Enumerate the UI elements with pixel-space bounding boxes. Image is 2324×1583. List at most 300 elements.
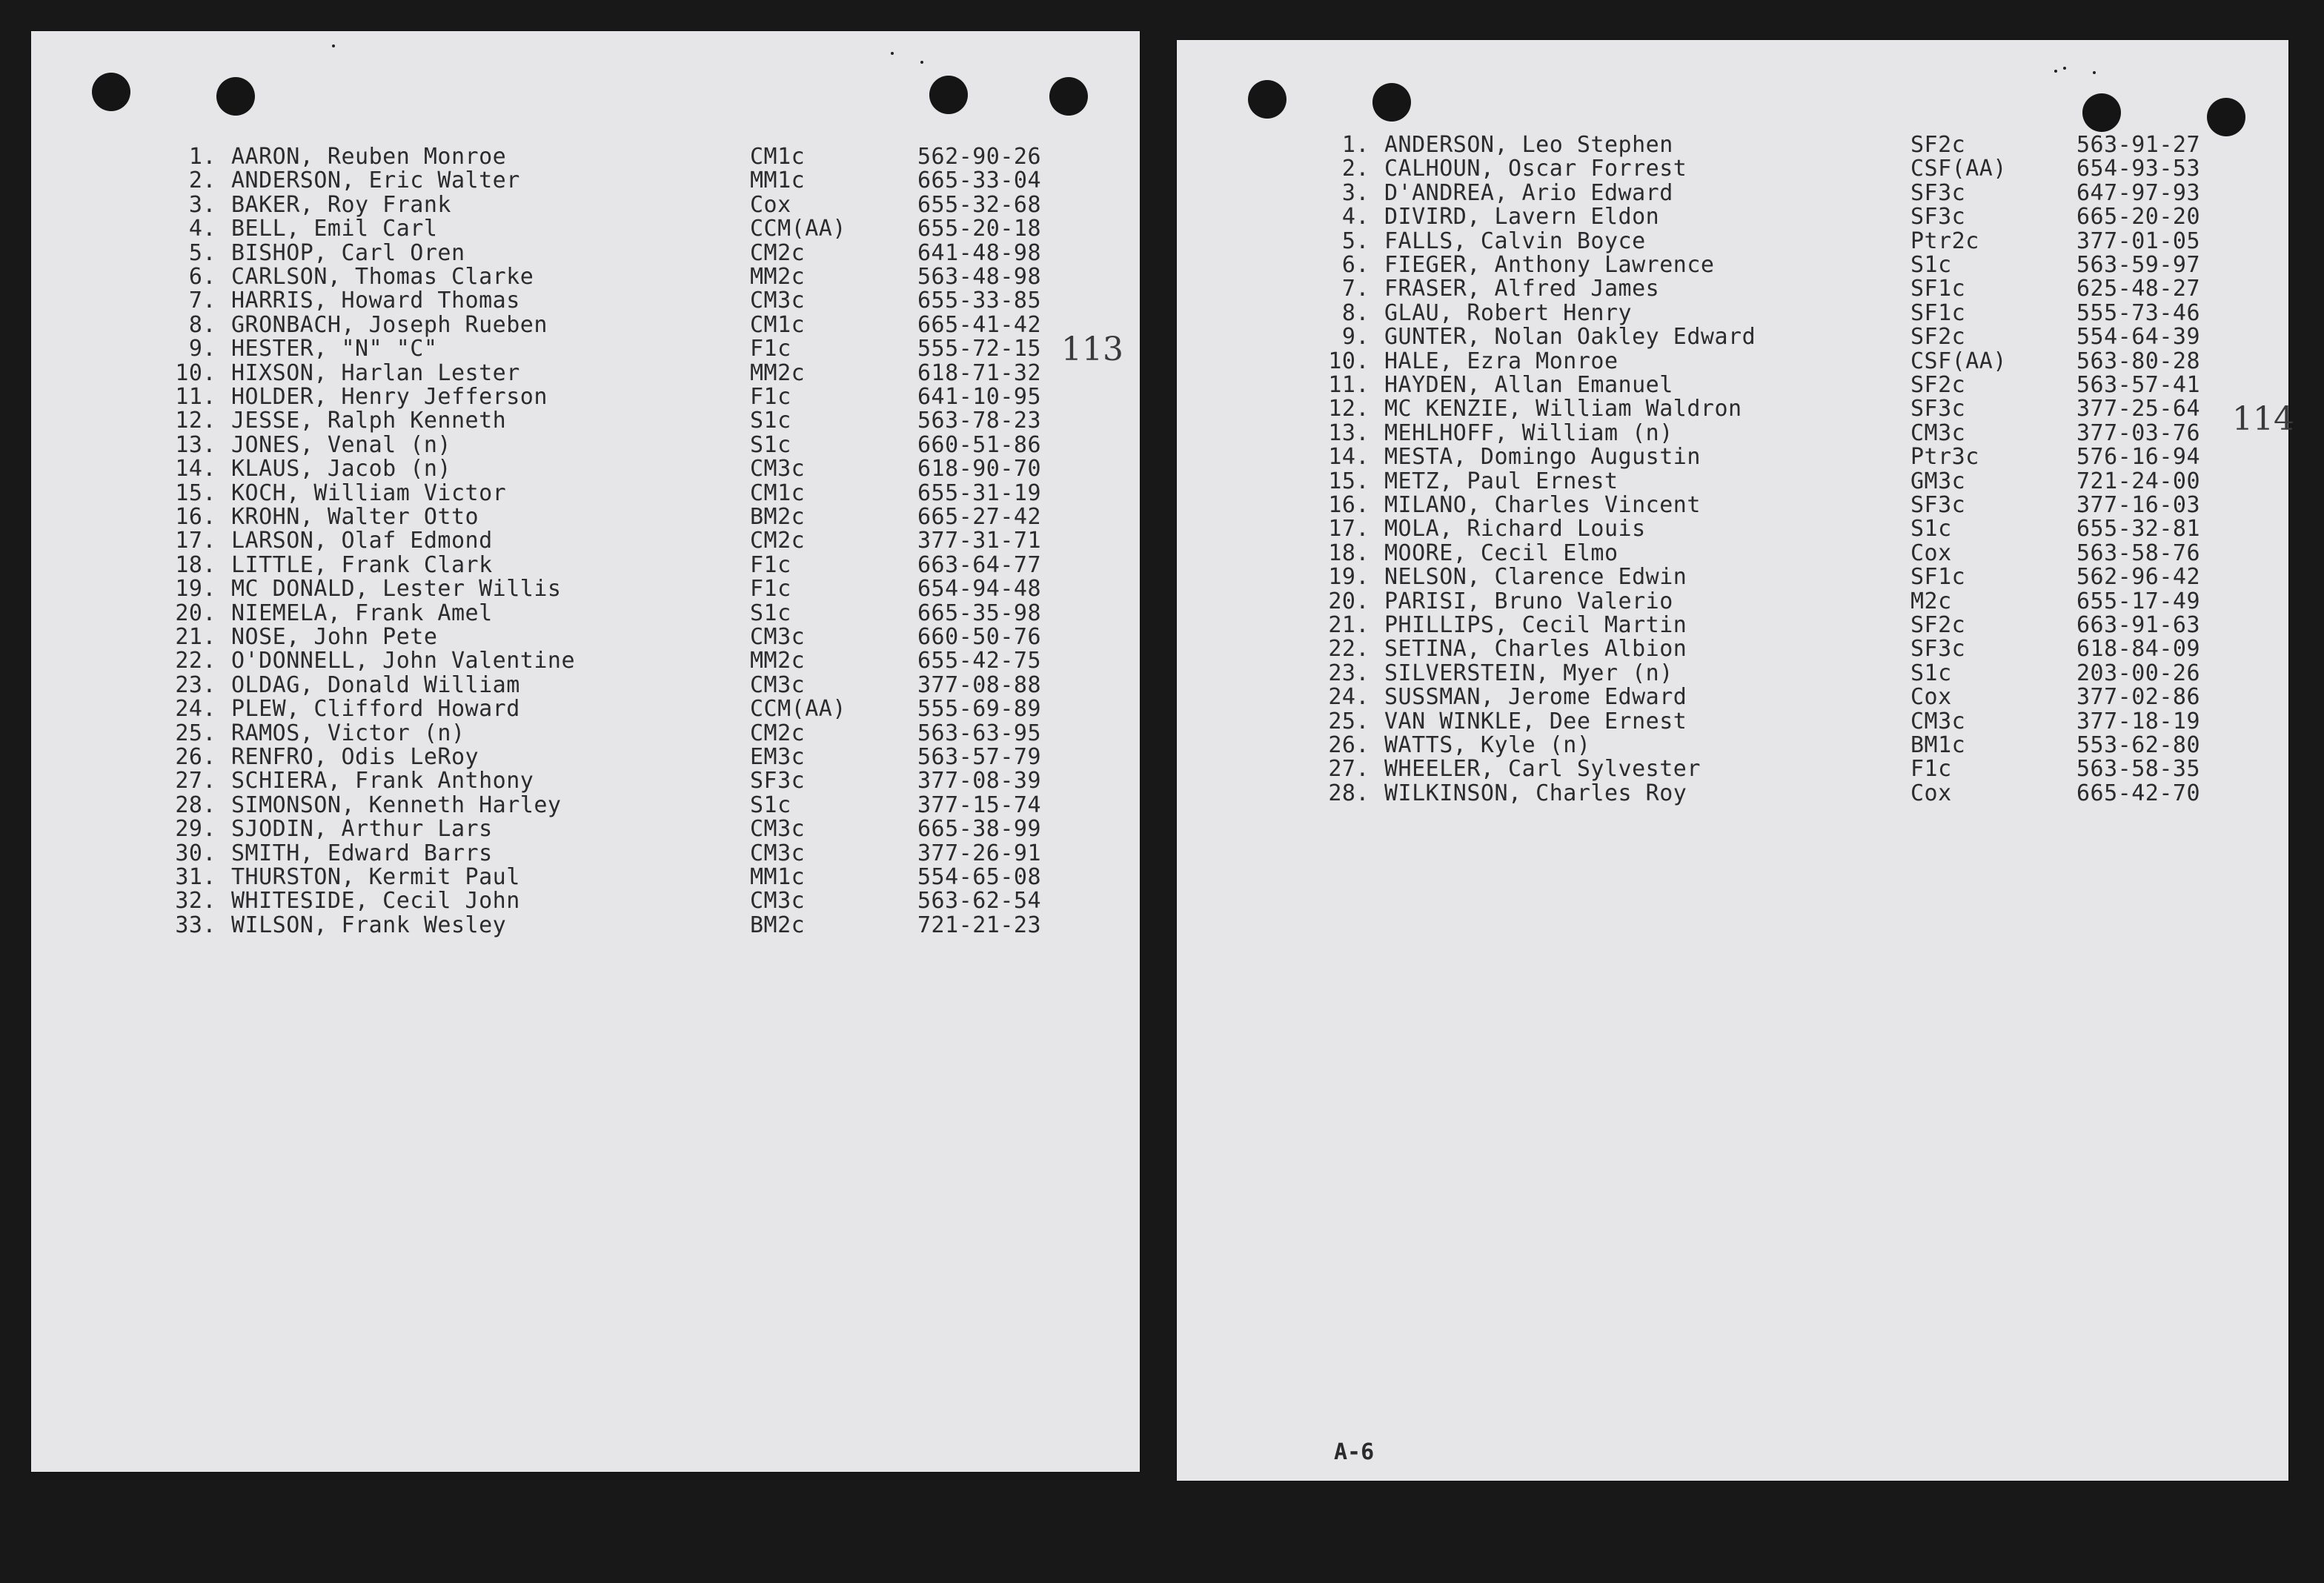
service-number: 563-59-97 <box>2076 252 2201 278</box>
rate: BM2c <box>750 912 806 938</box>
row-number: 11. <box>175 384 216 410</box>
table-row <box>1177 662 2288 686</box>
service-number: 641-48-98 <box>917 239 1042 266</box>
service-number: 654-94-48 <box>917 576 1042 603</box>
row-number: 9. <box>1341 324 1370 351</box>
service-number: 655-17-49 <box>2076 588 2201 614</box>
service-number: 563-80-28 <box>2076 348 2201 374</box>
table-row <box>31 457 1140 481</box>
sailor-name: NOSE, John Pete <box>231 624 438 650</box>
table-row <box>1177 614 2288 637</box>
service-number: 655-20-18 <box>917 216 1042 242</box>
table-row <box>31 842 1140 866</box>
row-number: 25. <box>175 720 216 746</box>
service-number: 665-27-42 <box>917 504 1042 530</box>
service-number: 618-90-70 <box>917 456 1042 482</box>
sailor-name: WATTS, Kyle (n) <box>1384 732 1591 758</box>
sailor-name: LITTLE, Frank Clark <box>231 551 493 578</box>
service-number: 377-08-39 <box>917 768 1042 794</box>
service-number: 377-15-74 <box>917 792 1042 818</box>
row-number: 22. <box>1328 636 1370 663</box>
table-row <box>1177 445 2288 469</box>
sailor-name: GUNTER, Nolan Oakley Edward <box>1384 324 1756 351</box>
rate: SF3c <box>1910 204 1966 230</box>
rate: CSF(AA) <box>1910 156 2007 182</box>
sailor-name: DIVIRD, Lavern Eldon <box>1384 204 1660 230</box>
table-row <box>1177 179 2288 206</box>
rate: MM2c <box>750 359 806 386</box>
service-number: 654-93-53 <box>2076 156 2201 182</box>
row-number: 16. <box>1328 492 1370 518</box>
row-number: 20. <box>175 600 216 626</box>
sailor-name: FRASER, Alfred James <box>1384 276 1660 302</box>
table-row <box>31 313 1140 337</box>
table-row <box>31 217 1140 241</box>
row-number: 16. <box>175 504 216 530</box>
rate: SF1c <box>1910 299 1966 326</box>
rate: BM2c <box>750 504 806 530</box>
table-row <box>31 551 1140 578</box>
table-row <box>31 769 1140 793</box>
sailor-name: GRONBACH, Joseph Rueben <box>231 311 548 338</box>
service-number: 562-90-26 <box>917 144 1042 170</box>
row-number: 6. <box>1341 252 1370 278</box>
service-number: 377-08-88 <box>917 671 1042 698</box>
service-number: 563-58-76 <box>2076 540 2201 566</box>
row-number: 14. <box>1328 444 1370 471</box>
sailor-name: MOLA, Richard Louis <box>1384 516 1646 542</box>
sailor-name: HALE, Ezra Monroe <box>1384 348 1618 374</box>
sailor-name: SCHIERA, Frank Anthony <box>231 768 534 794</box>
table-row <box>1177 419 2288 446</box>
row-number: 15. <box>175 479 216 506</box>
table-row <box>31 794 1140 817</box>
punch-hole <box>1248 80 1286 119</box>
rate: S1c <box>750 408 791 434</box>
rate: SF2c <box>1910 372 1966 398</box>
table-row <box>31 914 1140 937</box>
row-number: 27. <box>1328 756 1370 783</box>
rate: S1c <box>1910 660 1952 686</box>
row-number: 26. <box>1328 732 1370 758</box>
service-number: 655-42-75 <box>917 648 1042 674</box>
row-number: 29. <box>175 816 216 843</box>
service-number: 377-31-71 <box>917 528 1042 554</box>
service-number: 665-41-42 <box>917 311 1042 338</box>
rate: S1c <box>1910 252 1952 278</box>
sailor-name: PARISI, Bruno Valerio <box>1384 588 1673 614</box>
rate: SF3c <box>1910 492 1966 518</box>
service-number: 563-48-98 <box>917 264 1042 290</box>
row-number: 22. <box>175 648 216 674</box>
table-row <box>1177 542 2288 565</box>
table-row <box>1177 782 2288 806</box>
sailor-name: SETINA, Charles Albion <box>1384 636 1687 663</box>
rate: Cox <box>750 191 791 218</box>
sailor-name: HAYDEN, Allan Emanuel <box>1384 372 1673 398</box>
table-row <box>31 577 1140 601</box>
row-number: 23. <box>175 671 216 698</box>
rate: S1c <box>1910 516 1952 542</box>
row-number: 7. <box>188 288 216 314</box>
service-number: 563-57-41 <box>2076 372 2201 398</box>
row-number: 17. <box>1328 516 1370 542</box>
service-number: 554-65-08 <box>917 864 1042 890</box>
service-number: 554-64-39 <box>2076 324 2201 351</box>
table-row <box>31 866 1140 889</box>
rate: CM3c <box>750 456 806 482</box>
table-row <box>1177 277 2288 301</box>
service-number: 665-38-99 <box>917 816 1042 843</box>
sailor-name: WHEELER, Carl Sylvester <box>1384 756 1701 783</box>
row-number: 9. <box>188 336 216 362</box>
service-number: 618-84-09 <box>2076 636 2201 663</box>
service-number: 563-63-95 <box>917 720 1042 746</box>
sailor-name: HOLDER, Henry Jefferson <box>231 384 548 410</box>
table-row <box>1177 517 2288 541</box>
rate: CM2c <box>750 720 806 746</box>
table-row <box>1177 157 2288 181</box>
rate: CSF(AA) <box>1910 348 2007 374</box>
rate: Cox <box>1910 780 1952 806</box>
sailor-name: MC DONALD, Lester Willis <box>231 576 562 603</box>
left-page <box>31 31 1140 1472</box>
sailor-name: PHILLIPS, Cecil Martin <box>1384 612 1687 638</box>
table-row <box>1177 230 2288 253</box>
sailor-name: LARSON, Olaf Edmond <box>231 528 493 554</box>
table-row <box>1177 397 2288 421</box>
row-number: 13. <box>175 431 216 458</box>
service-number: 655-32-68 <box>917 191 1042 218</box>
table-row <box>1177 494 2288 517</box>
rate: CM2c <box>750 239 806 266</box>
table-row <box>31 265 1140 289</box>
rate: MM1c <box>750 864 806 890</box>
service-number: 377-01-05 <box>2076 228 2201 254</box>
page-number: 113 <box>1061 331 1123 368</box>
row-number: 1. <box>188 144 216 170</box>
service-number: 665-42-70 <box>2076 780 2201 806</box>
row-number: 12. <box>175 408 216 434</box>
table-row <box>1177 757 2288 781</box>
row-number: 18. <box>1328 540 1370 566</box>
service-number: 721-21-23 <box>917 912 1042 938</box>
row-number: 21. <box>1328 612 1370 638</box>
row-number: 14. <box>175 456 216 482</box>
table-row <box>31 193 1140 217</box>
rate: SF3c <box>750 768 806 794</box>
sailor-name: METZ, Paul Ernest <box>1384 468 1618 494</box>
table-row <box>31 409 1140 433</box>
punch-hole <box>2207 98 2245 136</box>
rate: CM3c <box>1910 708 1966 734</box>
rate: S1c <box>750 792 791 818</box>
table-row <box>31 169 1140 193</box>
row-number: 31. <box>175 864 216 890</box>
table-row <box>1177 565 2288 589</box>
table-row <box>1177 686 2288 709</box>
punch-hole <box>1049 77 1088 116</box>
row-number: 8. <box>1341 299 1370 326</box>
right-page <box>1177 40 2294 1481</box>
service-number: 618-71-32 <box>917 359 1042 386</box>
sailor-name: CALHOUN, Oscar Forrest <box>1384 156 1687 182</box>
rate: Ptr2c <box>1910 228 1979 254</box>
row-number: 15. <box>1328 468 1370 494</box>
row-number: 8. <box>188 311 216 338</box>
rate: MM1c <box>750 167 806 194</box>
sailor-name: HIXSON, Harlan Lester <box>231 359 520 386</box>
service-number: 377-25-64 <box>2076 396 2201 422</box>
rate: GM3c <box>1910 468 1966 494</box>
row-number: 1. <box>1341 132 1370 158</box>
rate: MM2c <box>750 648 806 674</box>
sailor-name: ANDERSON, Eric Walter <box>231 167 520 194</box>
row-number: 12. <box>1328 396 1370 422</box>
service-number: 563-58-35 <box>2076 756 2201 783</box>
sailor-name: RENFRO, Odis LeRoy <box>231 744 479 770</box>
service-number: 377-16-03 <box>2076 492 2201 518</box>
rate: CM3c <box>750 624 806 650</box>
sailor-name: JESSE, Ralph Kenneth <box>231 408 507 434</box>
table-row <box>1177 205 2288 229</box>
page-footer: A-6 <box>1334 1439 1375 1465</box>
sailor-name: PLEW, Clifford Howard <box>231 696 520 723</box>
row-number: 10. <box>175 359 216 386</box>
table-row <box>31 289 1140 313</box>
row-number: 19. <box>1328 564 1370 591</box>
rate: BM1c <box>1910 732 1966 758</box>
row-number: 30. <box>175 840 216 866</box>
service-number: 553-62-80 <box>2076 732 2201 758</box>
table-row <box>1177 637 2288 661</box>
row-number: 18. <box>175 551 216 578</box>
punch-hole <box>216 77 255 116</box>
table-row <box>31 385 1140 409</box>
punch-hole <box>92 73 130 111</box>
table-row <box>1177 374 2288 397</box>
service-number: 377-03-76 <box>2076 419 2201 446</box>
rate: CM3c <box>750 888 806 915</box>
rate: CM3c <box>750 840 806 866</box>
service-number: 655-33-85 <box>917 288 1042 314</box>
row-number: 20. <box>1328 588 1370 614</box>
service-number: 377-02-86 <box>2076 684 2201 711</box>
punch-hole <box>1372 83 1411 122</box>
row-number: 2. <box>1341 156 1370 182</box>
service-number: 377-26-91 <box>917 840 1042 866</box>
row-number: 10. <box>1328 348 1370 374</box>
row-number: 28. <box>175 792 216 818</box>
service-number: 576-16-94 <box>2076 444 2201 471</box>
sailor-name: SUSSMAN, Jerome Edward <box>1384 684 1687 711</box>
sailor-name: GLAU, Robert Henry <box>1384 299 1633 326</box>
row-number: 5. <box>1341 228 1370 254</box>
row-number: 2. <box>188 167 216 194</box>
sailor-name: SJODIN, Arthur Lars <box>231 816 493 843</box>
rate: F1c <box>750 551 791 578</box>
rate: CCM(AA) <box>750 216 846 242</box>
rate: CM3c <box>750 816 806 843</box>
row-number: 13. <box>1328 419 1370 446</box>
service-number: 665-35-98 <box>917 600 1042 626</box>
punch-hole <box>2082 93 2121 132</box>
rate: CM3c <box>1910 419 1966 446</box>
sailor-name: WHITESIDE, Cecil John <box>231 888 520 915</box>
table-row <box>1177 734 2288 757</box>
service-number: 203-00-26 <box>2076 660 2201 686</box>
rate: M2c <box>1910 588 1952 614</box>
table-row <box>31 671 1140 698</box>
table-row <box>31 889 1140 913</box>
table-row <box>31 746 1140 769</box>
service-number: 665-20-20 <box>2076 204 2201 230</box>
table-row <box>1177 133 2288 157</box>
table-row <box>31 479 1140 506</box>
sailor-name: SMITH, Edward Barrs <box>231 840 493 866</box>
sailor-name: NELSON, Clarence Edwin <box>1384 564 1687 591</box>
service-number: 563-62-54 <box>917 888 1042 915</box>
row-number: 33. <box>175 912 216 938</box>
row-number: 7. <box>1341 276 1370 302</box>
row-number: 27. <box>175 768 216 794</box>
sailor-name: FALLS, Calvin Boyce <box>1384 228 1646 254</box>
sailor-name: OLDAG, Donald William <box>231 671 520 698</box>
sailor-name: VAN WINKLE, Dee Ernest <box>1384 708 1687 734</box>
row-number: 3. <box>1341 179 1370 206</box>
rate: F1c <box>750 336 791 362</box>
service-number: 665-33-04 <box>917 167 1042 194</box>
sailor-name: WILSON, Frank Wesley <box>231 912 507 938</box>
sailor-name: KOCH, William Victor <box>231 479 507 506</box>
rate: S1c <box>750 431 791 458</box>
rate: S1c <box>750 600 791 626</box>
sailor-name: ANDERSON, Leo Stephen <box>1384 132 1673 158</box>
sailor-name: WILKINSON, Charles Roy <box>1384 780 1687 806</box>
sailor-name: BISHOP, Carl Oren <box>231 239 465 266</box>
table-row <box>31 239 1140 266</box>
sailor-name: MC KENZIE, William Waldron <box>1384 396 1742 422</box>
service-number: 563-78-23 <box>917 408 1042 434</box>
row-number: 17. <box>175 528 216 554</box>
rate: Cox <box>1910 540 1952 566</box>
table-row <box>31 625 1140 649</box>
rate: CM1c <box>750 144 806 170</box>
rate: F1c <box>1910 756 1952 783</box>
sailor-name: BAKER, Roy Frank <box>231 191 451 218</box>
row-number: 25. <box>1328 708 1370 734</box>
row-number: 24. <box>175 696 216 723</box>
service-number: 555-72-15 <box>917 336 1042 362</box>
table-row <box>31 722 1140 746</box>
row-number: 3. <box>188 191 216 218</box>
row-number: 21. <box>175 624 216 650</box>
row-number: 32. <box>175 888 216 915</box>
service-number: 660-51-86 <box>917 431 1042 458</box>
table-row <box>1177 350 2288 374</box>
table-row <box>31 529 1140 553</box>
service-number: 721-24-00 <box>2076 468 2201 494</box>
sailor-name: CARLSON, Thomas Clarke <box>231 264 534 290</box>
rate: CCM(AA) <box>750 696 846 723</box>
table-row <box>1177 253 2288 277</box>
rate: SF2c <box>1910 612 1966 638</box>
table-row <box>1177 470 2288 494</box>
service-number: 377-18-19 <box>2076 708 2201 734</box>
sailor-name: SILVERSTEIN, Myer (n) <box>1384 660 1673 686</box>
table-row <box>31 359 1140 386</box>
table-row <box>31 145 1140 169</box>
sailor-name: NIEMELA, Frank Amel <box>231 600 493 626</box>
row-number: 24. <box>1328 684 1370 711</box>
rate: CM3c <box>750 671 806 698</box>
service-number: 647-97-93 <box>2076 179 2201 206</box>
punch-hole <box>929 76 968 114</box>
rate: EM3c <box>750 744 806 770</box>
rate: SF2c <box>1910 324 1966 351</box>
service-number: 562-96-42 <box>2076 564 2201 591</box>
table-row <box>1177 325 2288 349</box>
service-number: 563-91-27 <box>2076 132 2201 158</box>
rate: SF3c <box>1910 636 1966 663</box>
sailor-name: KLAUS, Jacob (n) <box>231 456 451 482</box>
table-row <box>31 817 1140 841</box>
row-number: 26. <box>175 744 216 770</box>
row-number: 6. <box>188 264 216 290</box>
rate: Ptr3c <box>1910 444 1979 471</box>
rate: CM3c <box>750 288 806 314</box>
rate: CM1c <box>750 479 806 506</box>
rate: MM2c <box>750 264 806 290</box>
service-number: 655-31-19 <box>917 479 1042 506</box>
sailor-name: THURSTON, Kermit Paul <box>231 864 520 890</box>
sailor-name: JONES, Venal (n) <box>231 431 451 458</box>
sailor-name: SIMONSON, Kenneth Harley <box>231 792 562 818</box>
sailor-name: D'ANDREA, Ario Edward <box>1384 179 1673 206</box>
row-number: 5. <box>188 239 216 266</box>
rate: SF3c <box>1910 179 1966 206</box>
table-row <box>31 649 1140 673</box>
table-row <box>31 697 1140 721</box>
service-number: 655-32-81 <box>2076 516 2201 542</box>
service-number: 555-73-46 <box>2076 299 2201 326</box>
rate: SF1c <box>1910 276 1966 302</box>
sailor-name: O'DONNELL, John Valentine <box>231 648 576 674</box>
rate: SF1c <box>1910 564 1966 591</box>
rate: CM1c <box>750 311 806 338</box>
service-number: 663-91-63 <box>2076 612 2201 638</box>
rate: Cox <box>1910 684 1952 711</box>
rate: F1c <box>750 384 791 410</box>
row-number: 28. <box>1328 780 1370 806</box>
table-row <box>1177 299 2288 326</box>
row-number: 23. <box>1328 660 1370 686</box>
sailor-name: HARRIS, Howard Thomas <box>231 288 520 314</box>
table-row <box>31 602 1140 625</box>
row-number: 19. <box>175 576 216 603</box>
table-row <box>31 505 1140 529</box>
row-number: 4. <box>188 216 216 242</box>
sailor-name: KROHN, Walter Otto <box>231 504 479 530</box>
sailor-name: MILANO, Charles Vincent <box>1384 492 1701 518</box>
row-number: 11. <box>1328 372 1370 398</box>
sailor-name: AARON, Reuben Monroe <box>231 144 507 170</box>
service-number: 663-64-77 <box>917 551 1042 578</box>
page-number: 114 <box>2232 400 2294 438</box>
service-number: 555-69-89 <box>917 696 1042 723</box>
service-number: 660-50-76 <box>917 624 1042 650</box>
sailor-name: MOORE, Cecil Elmo <box>1384 540 1618 566</box>
